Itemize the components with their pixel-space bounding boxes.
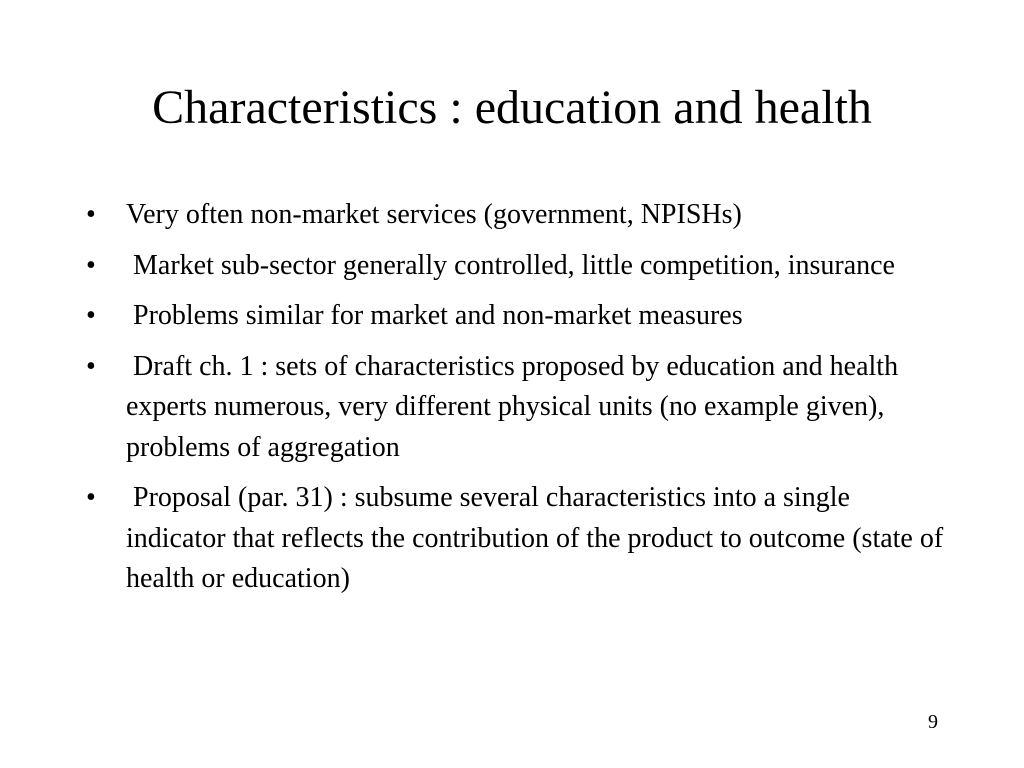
bullet-dot: •	[86, 300, 96, 331]
bullet-item	[86, 246, 956, 287]
bullet-item	[86, 347, 956, 469]
slide-title: Characteristics : education and health	[152, 81, 872, 134]
bullet-text: Draft ch. 1 : sets of characteristics proposed by education and health experts numerous, very different physical units (no example given), problems of aggregation	[126, 350, 906, 463]
bullet-dot: •	[86, 249, 96, 281]
bullet-text: Market sub-sector generally controlled, little competition, insurance	[126, 249, 895, 281]
bullet-dot: •	[86, 199, 96, 230]
bullet-item	[86, 296, 956, 337]
bullet-list	[86, 195, 956, 610]
bullet-text: Proposal (par. 31) : subsume several characteristics into a single indicator that reflects the contribution of the product to outcome (state of health or education)	[126, 482, 951, 594]
bullet-text: Problems similar for market and non-market measures	[126, 300, 743, 331]
bullet-dot: •	[86, 482, 96, 513]
page-number: 9	[928, 711, 938, 733]
bullet-item	[86, 195, 956, 236]
bullet-text: Very often non-market services (government, NPISHs)	[126, 199, 742, 230]
bullet-item	[86, 478, 956, 600]
bullet-dot: •	[86, 350, 96, 382]
